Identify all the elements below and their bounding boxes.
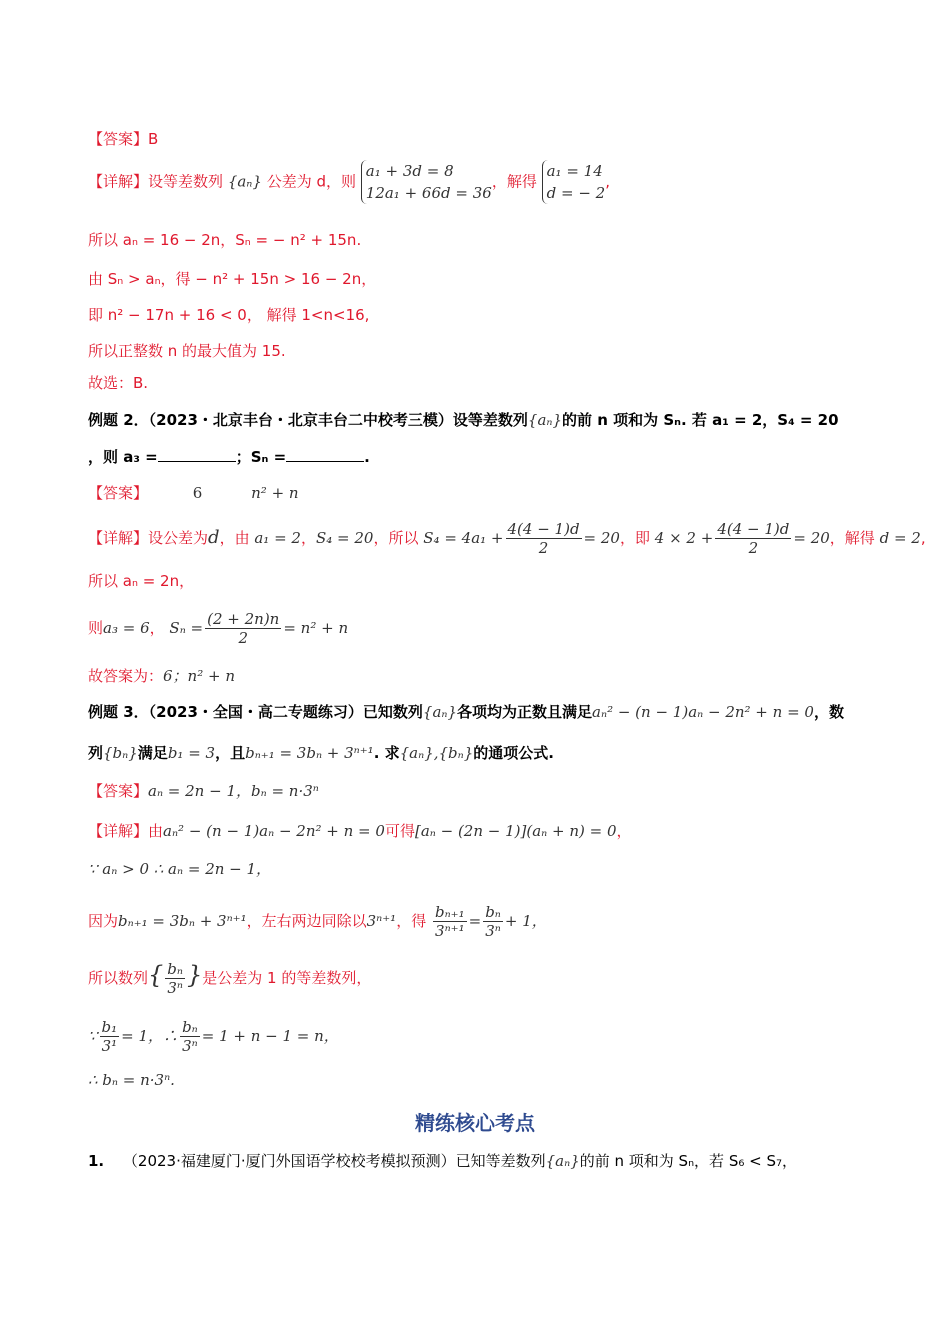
detail-text: 故答案为：: [88, 667, 164, 685]
equation: a₁ = 14: [546, 162, 603, 180]
example-3-answer: [88, 780, 319, 802]
equation-system: [361, 160, 492, 204]
fraction: $\frac{(2 + 2n)n}{2}$: [207, 610, 280, 647]
math-text: 即 n² − 17n + 16 < 0，: [88, 306, 262, 324]
example-title-text: 例题 3．（2023・全国・高二专题练习）已知数列: [88, 703, 423, 721]
detail-text: 设公差为: [148, 529, 209, 547]
math-text: + 1，: [504, 912, 547, 930]
example-title-text: . 求: [373, 744, 400, 762]
section-title: 精练核心考点: [415, 1111, 535, 1135]
math-text: 6；n² + n: [163, 667, 235, 685]
fraction: $\frac{\text{bₙ}}{\text{3ⁿ}}$: [182, 1018, 198, 1055]
sequence-notation: {aₙ}: [527, 411, 563, 429]
answer-value: n² + n: [251, 484, 299, 502]
detail-line-3: 由 Sₙ > aₙ，得 − n² + 15n > 16 − 2n，: [88, 270, 377, 288]
example-3-detail-3: 因为bₙ₊₁ = 3bₙ + 3ⁿ⁺¹，左右两边同除以3ⁿ⁺¹，得 $\frac{\text{bₙ₊₁}}{\text{3ⁿ⁺¹}}$ = $\frac{\text{bₙ}}{\text{3ⁿ}}$ + 1，: [88, 903, 547, 940]
detail-label: 【详解】: [88, 822, 149, 840]
blank-prompt: .: [364, 448, 370, 466]
math-text: a₁ = 2: [254, 529, 301, 547]
math-text: S₄ = 20: [315, 529, 374, 547]
math-text: 3ⁿ⁺¹: [366, 912, 397, 930]
detail-text: ，即: [619, 529, 650, 547]
math-text: = n² + n: [283, 619, 349, 637]
detail-text: 设等差数列: [148, 172, 224, 191]
fraction: $\frac{\text{bₙ₊₁}}{\text{3ⁿ⁺¹}}$: [435, 903, 465, 940]
answer-value: 6: [192, 484, 203, 502]
detail-line-4: [88, 304, 369, 326]
math-text: b₁ = 3: [167, 744, 216, 762]
sequence-notation: {aₙ},{bₙ}: [399, 744, 474, 762]
equation: a₁ + 3d = 8: [365, 162, 454, 180]
example-title-text: 的通项公式.: [473, 744, 554, 762]
example-title-text: 各项均为正数且满足: [457, 703, 593, 721]
sequence-notation: {aₙ}: [545, 1152, 580, 1170]
detail-text: 可得: [384, 822, 415, 840]
blank-prompt: ，则 a₃ =: [88, 448, 158, 466]
answer-label: 【答案】: [88, 782, 149, 800]
math-text: = 1，∴: [121, 1027, 179, 1045]
sequence-notation: {aₙ}: [422, 703, 458, 721]
detail-text: 则: [88, 619, 104, 637]
math-text: aₙ² − (n − 1)aₙ − 2n² + n = 0: [163, 822, 385, 840]
example-3-detail-5: [88, 1018, 339, 1055]
sequence-notation: {aₙ}: [227, 172, 262, 191]
example-3-title: [88, 701, 844, 723]
detail-text: ，得: [396, 912, 427, 930]
example-2-final: [88, 665, 235, 687]
detail-line-2: 所以 aₙ = 16 − 2n，Sₙ = − n² + 15n.: [88, 231, 362, 249]
math-text: d: [208, 527, 220, 548]
example-2-title: [88, 409, 839, 431]
equation: 12a₁ + 66d = 36: [365, 184, 492, 202]
example-2-blanks: [88, 446, 370, 468]
example-3-detail-2: ∵ aₙ > 0 ∴ aₙ = 2n − 1，: [88, 860, 272, 878]
fraction: $\frac{\text{b₁}}{\text{3¹}}$: [101, 1018, 118, 1055]
detail-label: 【详解】: [88, 172, 149, 191]
example-3-detail-4: 所以数列{ $\frac{\text{bₙ}}{\text{3ⁿ}}$ }是公差为 1 的等差数列，: [88, 960, 372, 997]
example-2-answer: [88, 482, 299, 504]
question-text: （2023·福建厦门·厦门外国语学校校考模拟预测）已知等差数列: [122, 1152, 546, 1170]
math-text: S₄ = 4a₁ +: [423, 529, 504, 547]
detail-text: ，解得: [491, 172, 537, 191]
question-number: 1.: [88, 1152, 105, 1170]
sequence-notation: {bₙ}: [103, 744, 138, 762]
fill-blank-1: [158, 447, 236, 462]
answer-label: 【答案】: [88, 484, 149, 502]
math-text: aₙ² − (n − 1)aₙ − 2n² + n = 0: [592, 703, 814, 721]
math-text: bₙ₊₁ = 3bₙ + 3ⁿ⁺¹: [118, 912, 247, 930]
detail-line-6: 故选：B.: [88, 374, 149, 392]
detail-text: 因为: [88, 912, 119, 930]
fill-blank-2: [286, 447, 364, 462]
detail-text: 公差为 d，则: [266, 172, 356, 191]
blank-prompt: ；Sₙ =: [235, 448, 287, 466]
detail-text: 由: [148, 822, 164, 840]
detail-text: ，由: [219, 529, 250, 547]
detail-text: 是公差为 1 的等差数列，: [202, 969, 372, 987]
detail-text: 所以数列: [88, 969, 149, 987]
example-title-text: 的前 n 项和为 Sₙ. 若 a₁ = 2，S₄ = 20: [562, 411, 839, 429]
math-text: a₃ = 6: [103, 619, 150, 637]
example-title-text: ，数: [813, 703, 844, 721]
detail-text: 解得 1<n<16,: [266, 306, 370, 324]
fraction: $\frac{4(4 - 1)d}{2}$: [717, 520, 790, 557]
example-2-detail: 【详解】设公差为d，由 a₁ = 2，S₄ = 20，所以 S₄ = 4a₁ + $\frac{4(4 - 1)d}{2}$ = 20，即 4 × 2 + $\frac{4(4 - 1)d}{2}$ = 20，解得 d = 2,: [88, 520, 926, 557]
example-2-sn: 则a₃ = 6， Sₙ = $\frac{(2 + 2n)n}{2}$ = n² + n: [88, 610, 349, 647]
math-text: 4 × 2 +: [654, 529, 714, 547]
detail-text: ，左右两边同除以: [246, 912, 367, 930]
fraction: $\frac{\text{bₙ}}{\text{3ⁿ}}$: [485, 903, 501, 940]
detail-text: ，所以: [373, 529, 419, 547]
example-3-detail-6: ∴ bₙ = n·3ⁿ.: [88, 1071, 175, 1089]
math-text: d = 2: [879, 529, 921, 547]
example-2-an: 所以 aₙ = 2n，: [88, 572, 195, 590]
detail-text: ，解得: [829, 529, 875, 547]
detail-line-1: 【详解】设等差数列 {aₙ} 公差为 d，则 a₁ + 3d = 8 12a₁ + 66d = 36，解得 a₁ = 14 d = − 2,: [88, 162, 610, 202]
example-title-text: 满足: [137, 744, 168, 762]
question-1: [88, 1150, 797, 1172]
math-text: bₙ₊₁ = 3bₙ + 3ⁿ⁺¹: [245, 744, 374, 762]
answer-line: [88, 128, 158, 150]
math-text: = 1 + n − 1 = n，: [201, 1027, 339, 1045]
detail-line-5: 所以正整数 n 的最大值为 15.: [88, 342, 286, 360]
example-title-text: 列: [88, 744, 104, 762]
math-text: ∵: [88, 1027, 98, 1045]
answer-label: 【答案】: [88, 130, 149, 148]
math-text: [aₙ − (2n − 1)](aₙ + n) = 0: [414, 822, 617, 840]
fraction: $\frac{\text{bₙ}}{\text{3ⁿ}}$: [167, 960, 183, 997]
fraction: $\frac{4(4 - 1)d}{2}$: [507, 520, 580, 557]
example-title-text: ，且: [215, 744, 246, 762]
example-3-detail-1: 【详解】由aₙ² − (n − 1)aₙ − 2n² + n = 0可得[aₙ − (2n − 1)](aₙ + n) = 0，: [88, 822, 632, 840]
example-title-text: 例题 2．（2023・北京丰台・北京丰台二中校考三模）设等差数列: [88, 411, 528, 429]
math-text: = 20: [583, 529, 620, 547]
question-text: 的前 n 项和为 Sₙ，若 S₆ < S₇，: [579, 1152, 798, 1170]
math-text: Sₙ =: [169, 619, 204, 637]
answer-value: B: [148, 130, 159, 148]
solution-system: [542, 160, 606, 204]
example-3-title-2: [88, 742, 554, 764]
math-text: = 20: [793, 529, 830, 547]
equation: d = − 2: [546, 184, 606, 202]
detail-label: 【详解】: [88, 529, 149, 547]
answer-value: aₙ = 2n − 1，bₙ = n·3ⁿ: [148, 782, 319, 800]
